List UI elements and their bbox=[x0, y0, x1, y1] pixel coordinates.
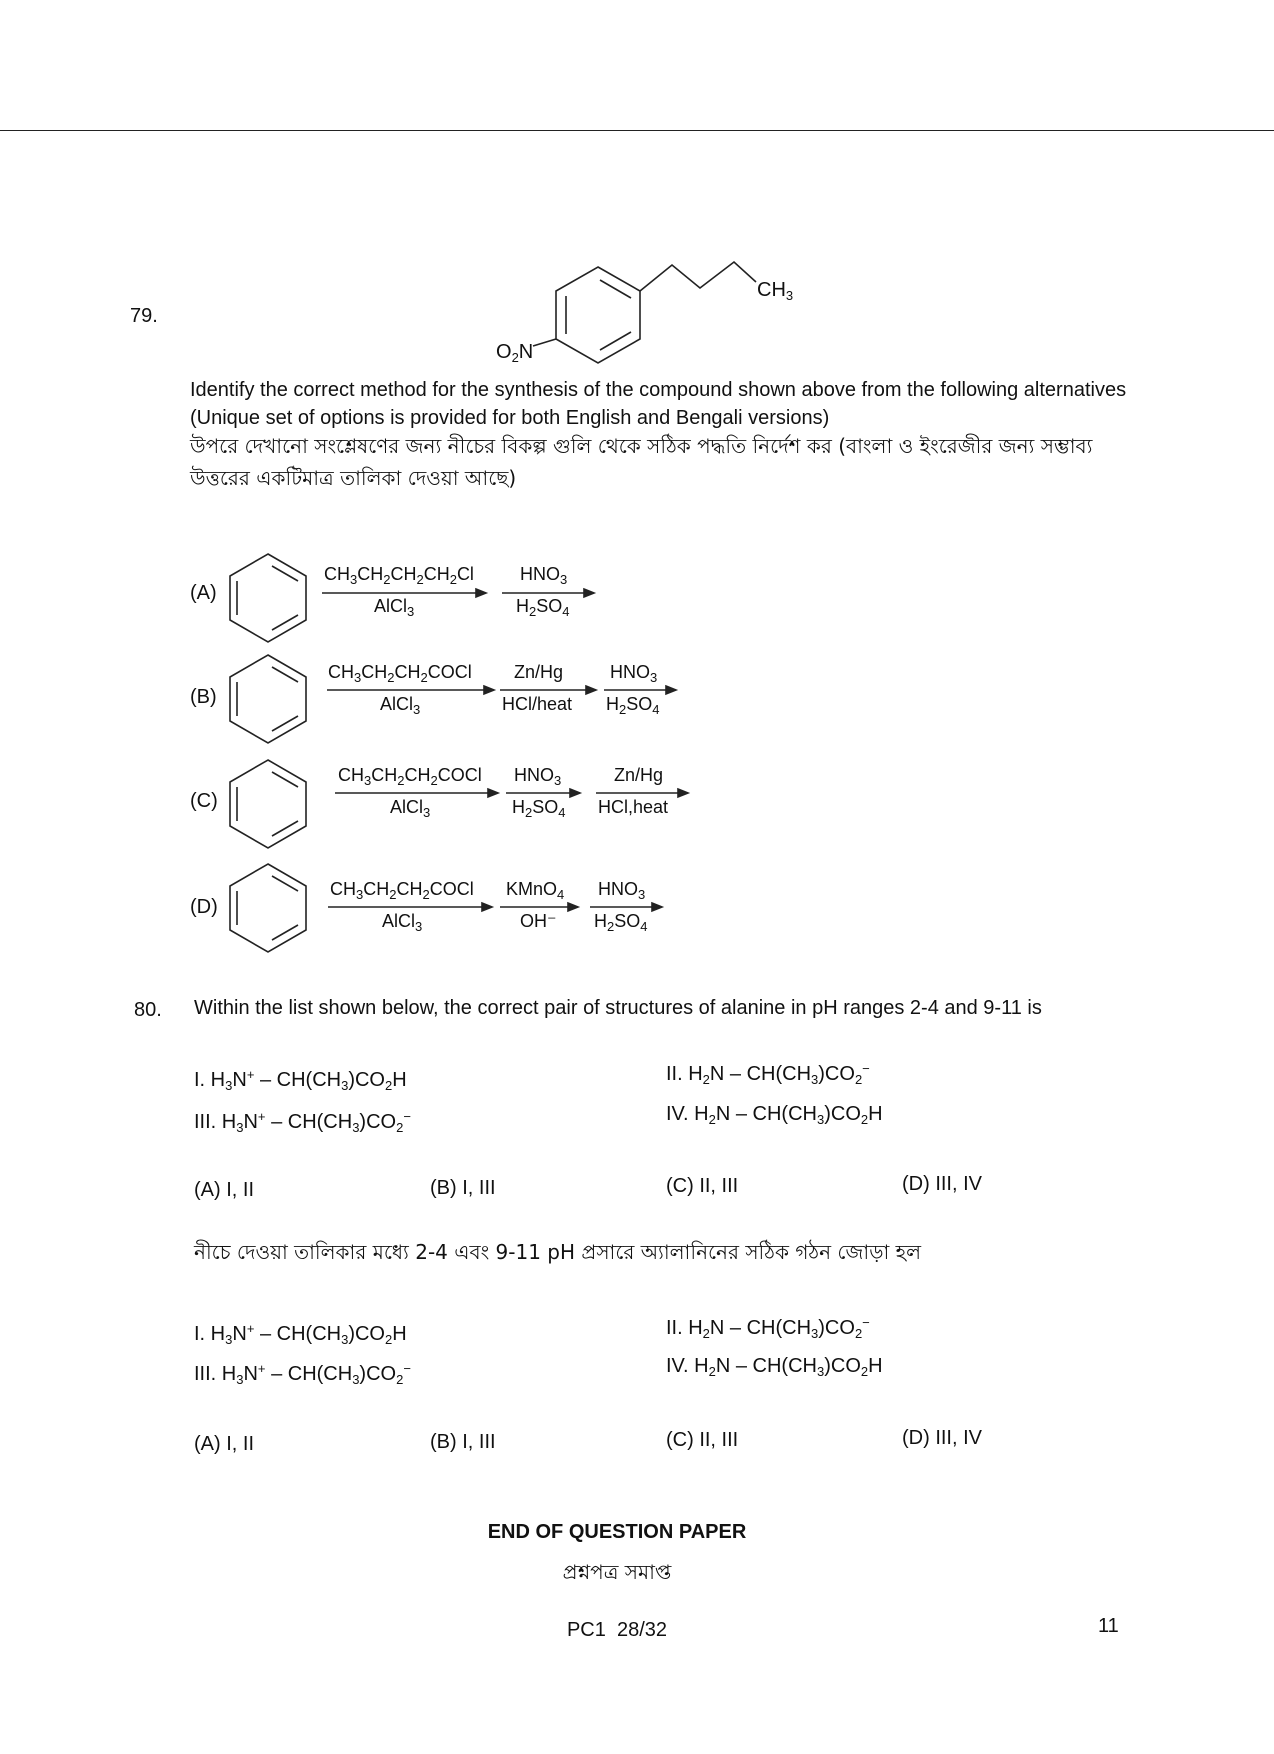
reagent-top: $HNO_3$ bbox=[520, 564, 568, 587]
structure-item: I. $H_3N^+ - CH(CH_3)CO_2H$ bbox=[194, 1321, 407, 1347]
reagent-bottom: HCl/heat bbox=[502, 694, 573, 714]
option-c-label: (C) bbox=[190, 790, 218, 812]
q79-text-english: Identify the correct method for the synthesis of the compound shown above from the following alternatives (Unique set of options is provided for both English and Bengali versions) bbox=[190, 379, 1127, 429]
reagent-top: KMnO$_4$ bbox=[506, 879, 565, 902]
end-of-paper-bengali: প্রশ্নপত্র সমাপ্ত bbox=[562, 1560, 672, 1584]
ch3-label: $CH_3$ bbox=[757, 279, 794, 303]
reagent-bottom: AlCl$_3$ bbox=[374, 596, 415, 619]
reagent-bottom: OH⁻ bbox=[520, 911, 557, 931]
reagent-top: $CH_3CH_2CH_2CH_2Cl$ bbox=[324, 564, 474, 587]
end-of-paper-english: END OF QUESTION PAPER bbox=[487, 1521, 747, 1543]
reagent-top: $HNO_3$ bbox=[598, 879, 646, 902]
reagent-top: $CH_3CH_2CH_2COCl$ bbox=[338, 765, 482, 788]
reagent-top: Zn/Hg bbox=[614, 765, 664, 785]
reagent-bottom: HCl,heat bbox=[598, 797, 669, 817]
o2n-label: $O_2N$ bbox=[496, 341, 534, 365]
structure-item: II. $H_2N - CH(CH_3)CO_2^-$ bbox=[666, 1315, 870, 1341]
structure-item: I. $H_3N^+ - CH(CH_3)CO_2H$ bbox=[194, 1067, 407, 1093]
reagent-bottom: $H_2SO_4$ bbox=[606, 694, 660, 717]
answer-choice: (D) III, IV bbox=[902, 1173, 982, 1195]
answer-choice: (A) I, II bbox=[194, 1179, 254, 1201]
answer-choice: (B) I, III bbox=[430, 1431, 496, 1453]
reagent-top: $HNO_3$ bbox=[514, 765, 562, 788]
page-code: PC1 28/32 bbox=[566, 1619, 668, 1641]
answer-choice: (D) III, IV bbox=[902, 1427, 982, 1449]
reagent-top: Zn/Hg bbox=[514, 662, 564, 682]
structure-item: III. $H_3N^+ - CH(CH_3)CO_2^-$ bbox=[194, 1109, 411, 1135]
reagent-bottom: AlCl$_3$ bbox=[382, 911, 423, 934]
structure-item: II. $H_2N - CH(CH_3)CO_2^-$ bbox=[666, 1061, 870, 1087]
structure-item: III. $H_3N^+ - CH(CH_3)CO_2^-$ bbox=[194, 1361, 411, 1387]
reagent-top: $HNO_3$ bbox=[610, 662, 658, 685]
reagent-top: $CH_3CH_2CH_2COCl$ bbox=[328, 662, 472, 685]
reagent-bottom: $H_2SO_4$ bbox=[516, 596, 570, 619]
answer-choice: (B) I, III bbox=[430, 1177, 496, 1199]
structure-item: IV. $H_2N - CH(CH_3)CO_2H$ bbox=[666, 1355, 883, 1379]
q80-text-bengali: নীচে দেওয়া তালিকার মধ্যে 2-4 এবং 9-11 pH প্রসারে অ্যালানিনের সঠিক গঠন জোড়া হল bbox=[194, 1240, 922, 1264]
reagent-bottom: $H_2SO_4$ bbox=[512, 797, 566, 820]
reagent-bottom: $H_2SO_4$ bbox=[594, 911, 648, 934]
option-a-label: (A) bbox=[190, 582, 217, 604]
question-number: 79. bbox=[130, 305, 158, 327]
answer-choice: (A) I, II bbox=[194, 1433, 254, 1455]
question-number: 80. bbox=[134, 999, 162, 1021]
q79-text-bengali: উপরে দেখানো সংশ্লেষণের জন্য নীচের বিকল্প গুলি থেকে সঠিক পদ্ধতি নির্দেশ কর (বাংলা ও ইংরেজীর জন্য সম্ভাব্য উত্তরের একটিমাত্র তালিকা দেওয়া আছে) bbox=[190, 434, 1093, 490]
reagent-top: $CH_3CH_2CH_2COCl$ bbox=[330, 879, 474, 902]
answer-choice: (C) II, III bbox=[666, 1429, 739, 1451]
q80-text-english: Within the list shown below, the correct pair of structures of alanine in pH ranges 2-4 and 9-11 is bbox=[194, 997, 1042, 1019]
reagent-bottom: AlCl$_3$ bbox=[380, 694, 421, 717]
structure-item: IV. $H_2N - CH(CH_3)CO_2H$ bbox=[666, 1103, 883, 1127]
option-b-label: (B) bbox=[190, 686, 217, 708]
corner-mark: 11 bbox=[1098, 1615, 1119, 1637]
reagent-bottom: AlCl$_3$ bbox=[390, 797, 431, 820]
option-d-label: (D) bbox=[190, 896, 218, 918]
answer-choice: (C) II, III bbox=[666, 1175, 739, 1197]
